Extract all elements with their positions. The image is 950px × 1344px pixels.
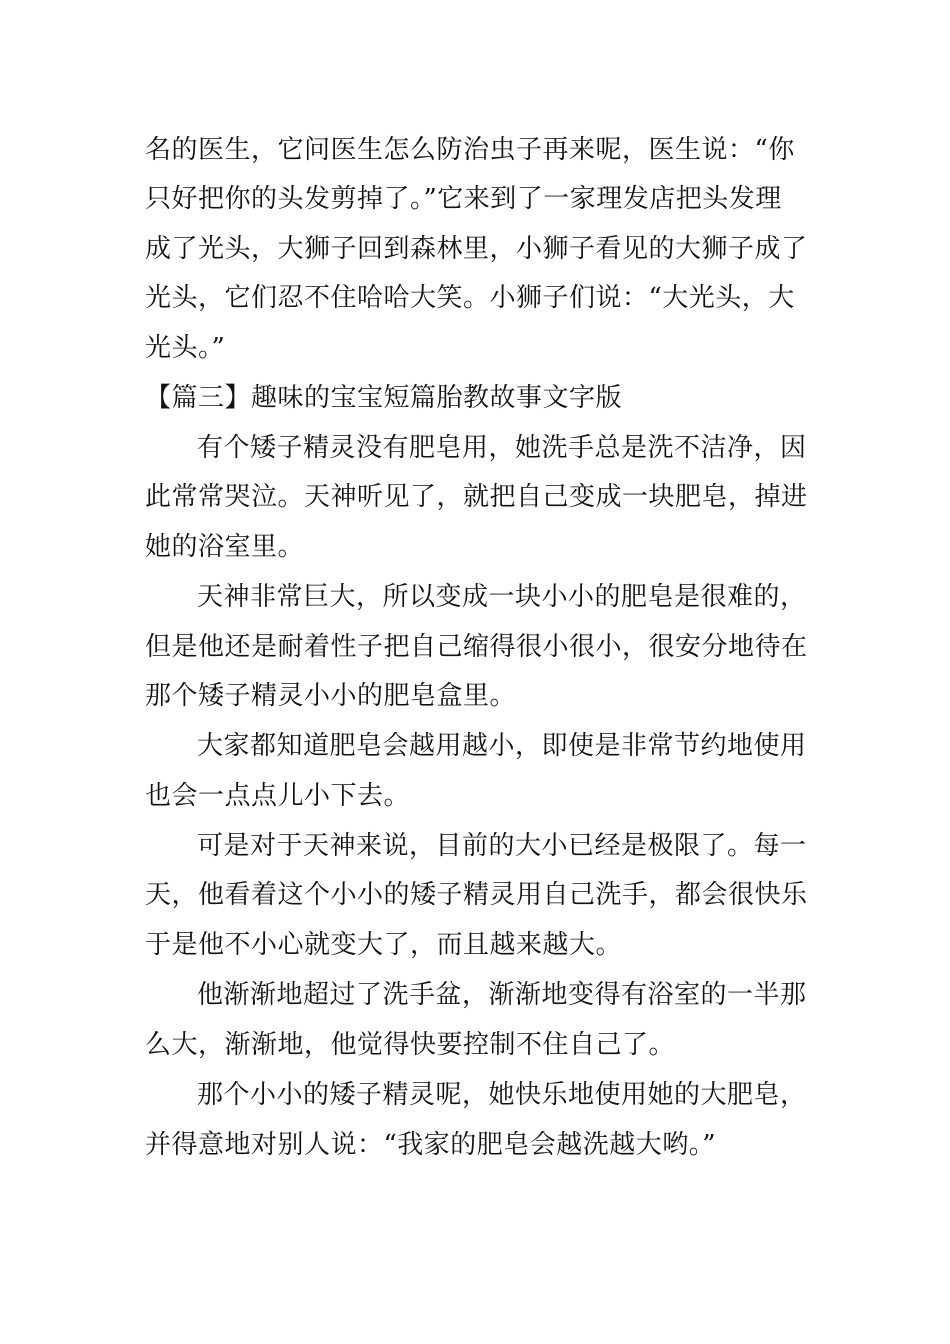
paragraph-first-line: 那个小小的矮子精灵呢，她快乐地使用她的大肥皂，	[197, 1080, 807, 1110]
text-line: 但是他还是耐着性子把自己缩得很小很小，很安分地待在	[145, 632, 808, 662]
text-line: 只好把你的头发剪掉了。”它来到了一家理发店把头发理	[145, 184, 782, 214]
paragraph-first-line: 他渐渐地超过了洗手盆，渐渐地变得有浴室的一半那	[197, 980, 807, 1010]
text-line: 么大，渐渐地，他觉得快要控制不住自己了。	[145, 1030, 676, 1060]
text-line: 名的医生，它问医生怎么防治虫子再来呢，医生说：“你	[145, 135, 795, 165]
paragraph-first-line: 天神非常巨大，所以变成一块小小的肥皂是很难的，	[197, 582, 807, 612]
text-line: 光头，它们忍不住哈哈大笑。小狮子们说：“大光头，大	[145, 283, 795, 313]
text-line: 并得意地对别人说：“我家的肥皂会越洗越大哟。”	[145, 1130, 717, 1160]
text-line: 此常常哭泣。天神听见了，就把自己变成一块肥皂，掉进	[145, 482, 808, 512]
paragraph-first-line: 有个矮子精灵没有肥皂用，她洗手总是洗不洁净，因	[197, 433, 807, 463]
text-line: 光头。”	[145, 333, 226, 363]
paragraph-first-line: 可是对于天神来说，目前的大小已经是极限了。每一	[197, 831, 807, 861]
text-line: 天，他看着这个小小的矮子精灵用自己洗手，都会很快乐	[145, 880, 808, 910]
text-line: 她的浴室里。	[145, 532, 305, 562]
paragraph-first-line: 大家都知道肥皂会越用越小，即使是非常节约地使用	[197, 731, 807, 761]
text-line: 那个矮子精灵小小的肥皂盒里。	[145, 681, 517, 711]
text-line: 于是他不小心就变大了，而且越来越大。	[145, 930, 623, 960]
section-heading: 【篇三】趣味的宝宝短篇胎教故事文字版	[145, 383, 623, 413]
text-line: 成了光头，大狮子回到森林里，小狮子看见的大狮子成了	[145, 234, 808, 264]
text-line: 也会一点点儿小下去。	[145, 781, 411, 811]
